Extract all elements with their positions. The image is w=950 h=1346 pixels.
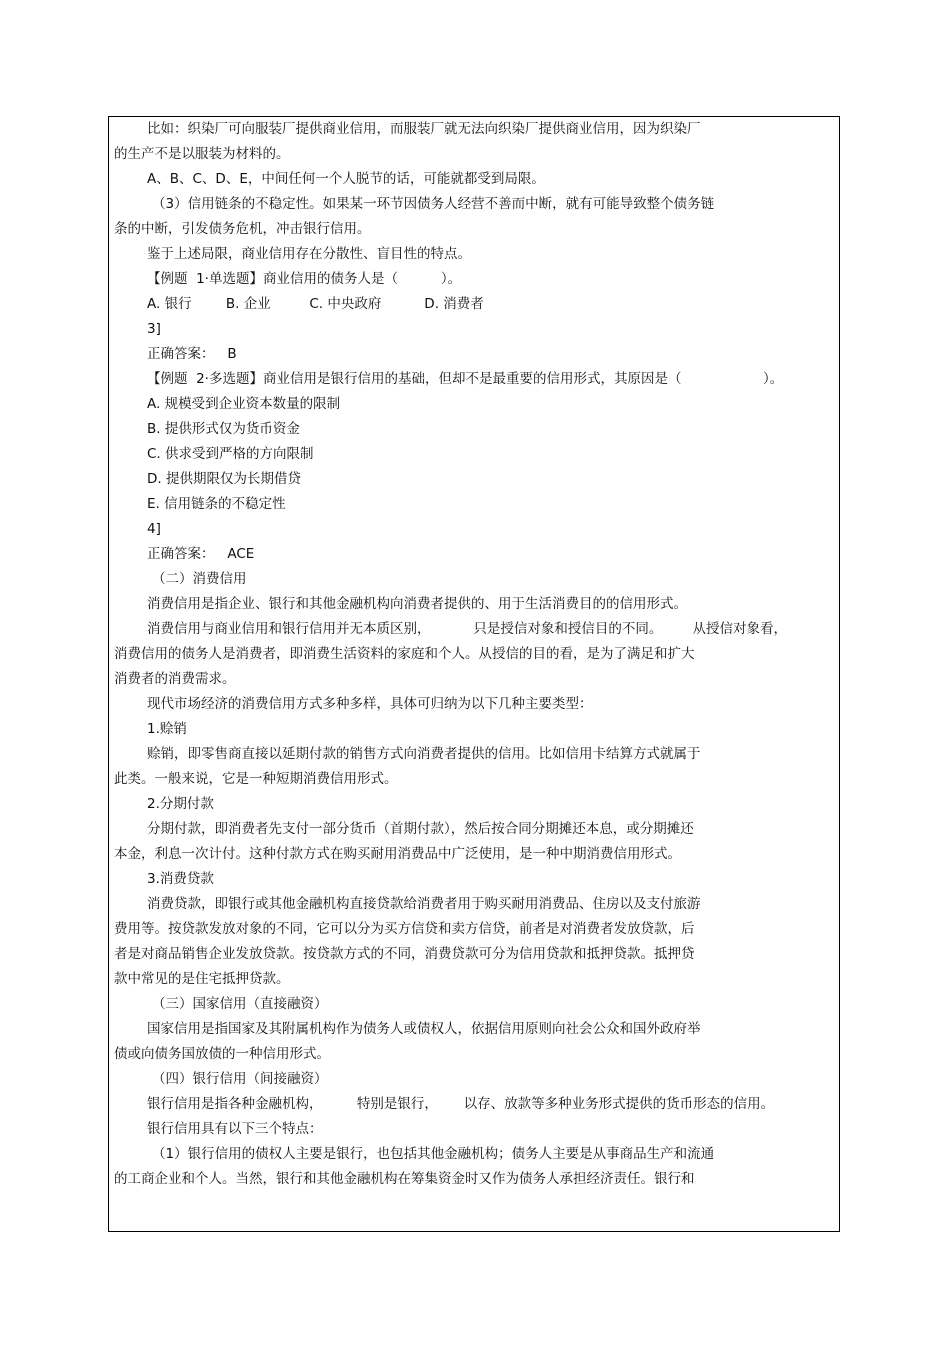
- example-1-answer: 正确答案： B: [147, 346, 237, 362]
- text-line: 条的中断，引发债务危机，冲击银行信用。: [114, 221, 371, 237]
- text-line: 消费者的消费需求。: [114, 671, 236, 687]
- text-line: A、B、C、D、E，中间任何一个人脱节的话，可能就都受到局限。: [147, 171, 545, 187]
- text-line: 费用等。按贷款发放对象的不同，它可以分为买方信贷和卖方信贷，前者是对消费者发放贷款，后: [114, 921, 695, 937]
- text-line: 银行信用具有以下三个特点：: [147, 1121, 323, 1137]
- example-2-option: C. 供求受到严格的方向限制: [147, 446, 314, 462]
- text-line: 消费信用的债务人是消费者，即消费生活资料的家庭和个人。从授信的目的看，是为了满足和扩大: [114, 646, 695, 662]
- section-heading: （四）银行信用（间接融资）: [152, 1071, 328, 1087]
- text-line: 此类。一般来说，它是一种短期消费信用形式。: [114, 771, 398, 787]
- text-line: （3）信用链条的不稳定性。如果某一环节因债务人经营不善而中断，就有可能导致整个债务链: [152, 196, 715, 212]
- text-line: 消费信用与商业信用和银行信用并无本质区别， 只是授信对象和授信目的不同。 从授信对象看，: [147, 621, 787, 637]
- text-line: 国家信用是指国家及其附属机构作为债务人或债权人，依据信用原则向社会公众和国外政府举: [147, 1021, 701, 1037]
- text-line: 比如：织染厂可向服装厂提供商业信用，而服装厂就无法向织染厂提供商业信用，因为织染厂: [147, 121, 701, 137]
- text-line: 鉴于上述局限，商业信用存在分散性、盲目性的特点。: [147, 246, 471, 262]
- text-line: 的工商企业和个人。当然，银行和其他金融机构在筹集资金时又作为债务人承担经济责任。银行和: [114, 1171, 695, 1187]
- example-2-option: B. 提供形式仅为货币资金: [147, 421, 300, 437]
- example-2-option: A. 规模受到企业资本数量的限制: [147, 396, 341, 412]
- text-line: （1）银行信用的债权人主要是银行，也包括其他金融机构；债务人主要是从事商品生产和流通: [152, 1146, 715, 1162]
- text-line: 债或向债务国放债的一种信用形式。: [114, 1046, 330, 1062]
- text-line: 款中常见的是住宅抵押贷款。: [114, 971, 290, 987]
- text-line: 赊销，即零售商直接以延期付款的销售方式向消费者提供的信用。比如信用卡结算方式就属于: [147, 746, 701, 762]
- text-line: 的生产不是以服装为材料的。: [114, 146, 290, 162]
- example-2-option: D. 提供期限仅为长期借贷: [147, 471, 301, 487]
- subsection-heading: 3.消费贷款: [147, 871, 214, 887]
- example-1-options: A. 银行 B. 企业 C. 中央政府 D. 消费者: [147, 296, 484, 312]
- example-2-option: E. 信用链条的不稳定性: [147, 496, 286, 512]
- text-line: 现代市场经济的消费信用方式多种多样，具体可归纳为以下几种主要类型：: [147, 696, 593, 712]
- example-2-question: 【例题 2·多选题】商业信用是银行信用的基础，但却不是最重要的信用形式，其原因是（ ）。: [147, 371, 784, 387]
- text-line: 消费信用是指企业、银行和其他金融机构向消费者提供的、用于生活消费目的的信用形式。: [147, 596, 687, 612]
- section-heading: （三）国家信用（直接融资）: [152, 996, 328, 1012]
- subsection-heading: 2.分期付款: [147, 796, 214, 812]
- text-line: 4]: [147, 521, 161, 537]
- text-line: 银行信用是指各种金融机构， 特别是银行， 以存、放款等多种业务形式提供的货币形态的信用。: [147, 1096, 775, 1112]
- text-line: 消费贷款，即银行或其他金融机构直接贷款给消费者用于购买耐用消费品、住房以及支付旅游: [147, 896, 701, 912]
- subsection-heading: 1.赊销: [147, 721, 187, 737]
- text-line: 3]: [147, 321, 161, 337]
- text-line: 者是对商品销售企业发放贷款。按贷款方式的不同，消费贷款可分为信用贷款和抵押贷款。抵押贷: [114, 946, 695, 962]
- section-heading: （二）消费信用: [152, 571, 247, 587]
- text-line: 分期付款，即消费者先支付一部分货币（首期付款），然后按合同分期摊还本息，或分期摊还: [147, 821, 694, 837]
- text-line: 本金，利息一次计付。这种付款方式在购买耐用消费品中广泛使用，是一种中期消费信用形式。: [114, 846, 681, 862]
- example-2-answer: 正确答案： ACE: [147, 546, 255, 562]
- example-1-question: 【例题 1·单选题】商业信用的债务人是（ ）。: [147, 271, 462, 287]
